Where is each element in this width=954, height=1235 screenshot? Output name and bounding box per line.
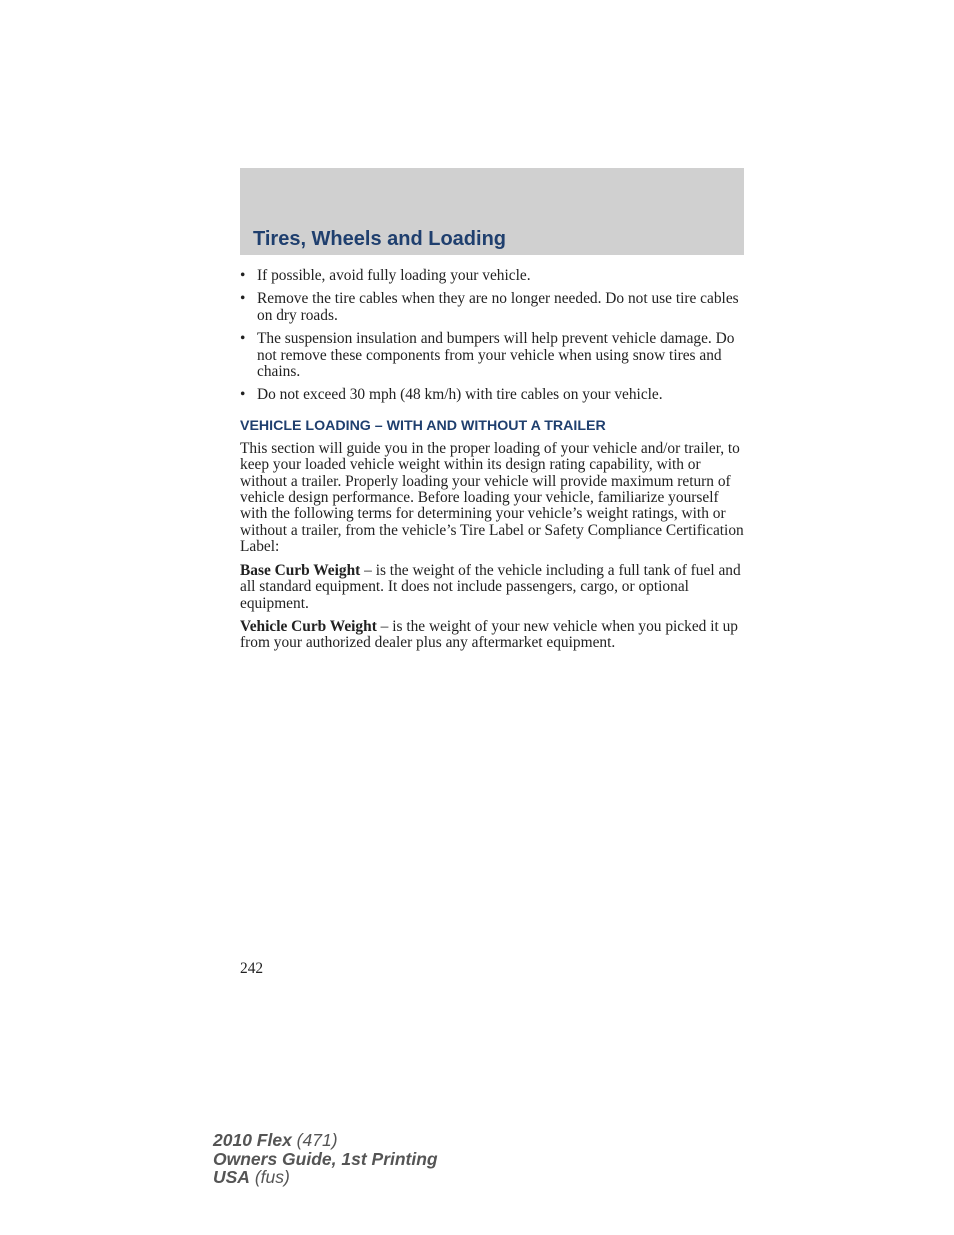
definition-text: – is the weight of your new vehicle when you picked it up from your authorized dealer plus any aftermarket equipment. [240,617,738,652]
definition-term: Vehicle Curb Weight [240,617,377,635]
section-title: Tires, Wheels and Loading [253,228,507,250]
list-item [240,387,746,403]
intro-paragraph: This section will guide you in the proper loading of your vehicle and/or trailer, to keep your loaded vehicle weight within its design rating capability, with or without a trailer. Properly loading your vehicle will provide maximum return of vehicle design performance. Before loading your vehicle, familiarize yourself with the following terms for determining your vehicle’s weight ratings, with or without a trailer, from the vehicle’s Tire Label or Safety Compliance Certification Label: [240,439,744,556]
list-item [240,268,746,284]
document-footer [213,1131,438,1187]
bullet-icon: • [240,290,246,308]
definition-text: – is the weight of the vehicle including a full tank of fuel and all standard equipment. It does not include passengers, cargo, or optional equipment. [240,561,741,612]
footer-line-guide [213,1150,438,1169]
definition-vehicle-curb-weight [240,619,746,652]
bullet-text: Remove the tire cables when they are no longer needed. Do not use tire cables on dry roads. [257,290,739,324]
bullet-text: The suspension insulation and bumpers will help prevent vehicle damage. Do not remove these components from your vehicle when using snow tires and chains. [257,330,735,381]
bullet-icon: • [240,330,246,348]
section-heading: VEHICLE LOADING – WITH AND WITHOUT A TRAILER [240,417,606,434]
page-content [240,268,746,659]
footer-market: USA [213,1167,250,1187]
list-item [240,331,746,380]
definition-term: Base Curb Weight [240,561,361,579]
footer-model: 2010 Flex [213,1130,292,1150]
section-header-band [240,168,744,255]
definition-base-curb-weight [240,563,746,612]
footer-line-market [213,1168,438,1187]
footer-market-code: (fus) [249,1167,290,1187]
bullet-list [240,268,746,404]
bullet-text: If possible, avoid fully loading your vehicle. [257,267,531,284]
bullet-icon: • [240,386,246,404]
footer-line-model [213,1131,438,1150]
footer-model-code: (471) [291,1130,338,1150]
list-item [240,291,746,324]
page-number: 242 [240,960,264,977]
bullet-icon: • [240,267,246,284]
bullet-text: Do not exceed 30 mph (48 km/h) with tire cables on your vehicle. [257,386,663,404]
footer-guide: Owners Guide, 1st Printing [213,1148,438,1169]
